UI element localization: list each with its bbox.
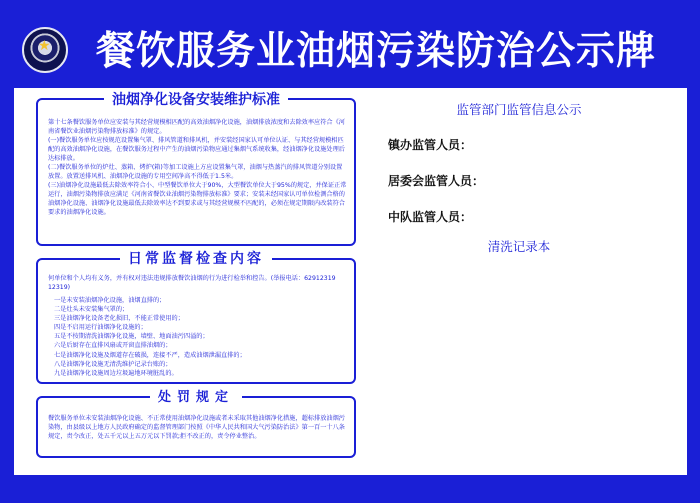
penalty-box [36, 390, 356, 458]
list-item: 七是油烟净化设施及烟道存在破损，连接不严，造成油烟泄漏直排的； [54, 351, 246, 359]
squad-supervisor-label: 中队监管人员： [388, 210, 473, 224]
install-paragraph: (三)油烟净化设施最低去除效率符合小、中型餐饮单位大于90%，大型餐饮单位大于95%的规定，并保证正常运行，油烟污染物排放应满足《河南省餐饮业油烟污染物排放标准》要求；安装未经国家认可单位检测合格的油烟净化设施、油烟净化设施最低去除效率达不到要求或与其经营规模不匹配的，必须在规定期限内改装符合要求的油烟净化设施。 [48, 182, 347, 216]
list-item: 三是油烟净化设备老化损旧，不能正常使用的； [54, 315, 184, 323]
town-supervisor-label: 镇办监管人员： [388, 138, 473, 152]
police-emblem-icon: ★ [22, 27, 68, 73]
committee-supervisor-label: 居委会监管人员： [388, 174, 485, 188]
install-paragraph: 第十七条餐饮服务单位应安装与其经营规模相匹配的高效油烟净化设施，油烟排放浓度和去除效率应符合《河南省餐饮业油烟污染物排放标准》的规定。 [48, 119, 345, 135]
list-item: 一是未安装油烟净化设施，油烟直排的； [54, 297, 166, 304]
penalty-text: 餐饮服务单位未安装油烟净化设施、不正常使用油烟净化设施或者未采取其他油烟净化措施，超标排放油烟污染物，由县级以上地方人民政府确定的监督管理部门按照《中华人民共和国大气污染防治法》第一百一十八条规定，责令改正，处五千元以上五万元以下罚款;拒不改正的，责令停业整治。 [48, 415, 345, 440]
supervision-heading: 监管部门监管信息公示 [456, 102, 582, 117]
list-item: 四是不启用运行油烟净化设施的； [54, 324, 147, 332]
list-item: 六是后厨存在直排风扇或开窗直排油烟的； [54, 342, 172, 350]
penalty-heading: 处罚规定 [150, 389, 242, 407]
install-standard-box [36, 92, 356, 246]
install-standard-text [48, 118, 348, 217]
inspection-heading: 日常监督检查内容 [120, 250, 272, 268]
list-item: 九是油烟净化设施周边垃圾遍地环境脏乱的。 [54, 369, 178, 377]
list-item: 二是灶头未安装集气罩的； [54, 306, 129, 314]
cleaning-record-label: 清洗记录本 [487, 239, 551, 254]
list-item: 五是不按期清洗油烟净化设施，墙壁、地面油污四溢的； [54, 333, 209, 341]
list-item: 八是油烟净化设施无清洗维护记录台账的； [54, 360, 172, 368]
content-panel [14, 88, 687, 475]
header-banner [0, 0, 700, 88]
install-paragraph: (二)餐饮服务单位的炉灶、蒸箱、烤炉(箱)等加工设施上方应设置集气罩，油烟与热蒸汽的排风管道分别设置放置。放置送排风机、油烟净化设施的专用空间净高不得低于1.5米。 [48, 164, 343, 180]
install-standard-heading: 油烟净化设备安装维护标准 [104, 91, 288, 109]
install-paragraph: (一)餐饮服务单位应按规范设置集气罩、排风管道和排风机，并安装经国家认可单位认证、与其经营规模相匹配的高效油烟净化设施，在餐饮服务过程中产生的油烟污染物应通过集烟气系统收集，经油烟净化设施处理后达标排放。 [48, 137, 345, 162]
inspection-list [54, 296, 344, 378]
inspection-box [36, 251, 356, 384]
inspection-intro: 何单位和个人均有义务，并有权对违法违规排放餐饮油烟的行为进行检举和控告。(举报电话：62912319 12319) [48, 275, 342, 291]
page-title: 餐饮服务业油烟污染防治公示牌 [96, 29, 657, 74]
